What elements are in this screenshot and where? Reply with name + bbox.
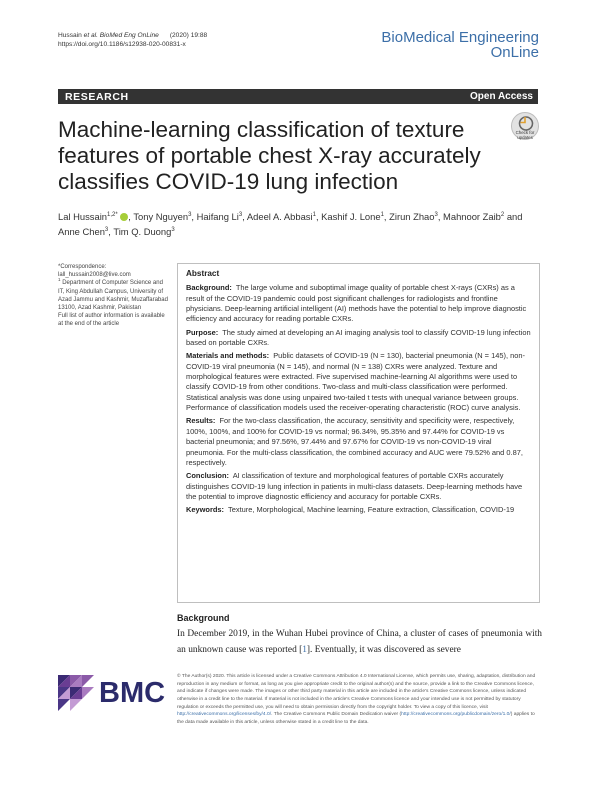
background-text-start: In December 2019, in the Wuhan Hubei province of China, a cluster of cases of pneumonia with an unknown cause was reported [ xyxy=(177,629,542,655)
author-name: Zirun Zhao xyxy=(389,211,435,222)
bmc-logo-triangle xyxy=(82,687,94,699)
keywords-label: Keywords: xyxy=(186,505,225,515)
check-for-updates-badge[interactable] xyxy=(511,112,539,140)
abstract-heading: Abstract xyxy=(186,269,220,278)
author-list: Lal Hussain$^{1,2*}$ , Tony Nguyen$^3$, Haifang Li$^3$, Adeel A. Abbasi$^1$, Kashif J. Lone$^1$, Zirun Zhao$^3$, Mahnoor Zaib$^2$ and Anne Chen$^3$, Tim Q. Duong$^3$ xyxy=(58,211,523,237)
author-affiliation-sup: 3 xyxy=(238,212,243,218)
author-affiliation-sup: 2 xyxy=(500,212,505,218)
author-affiliation-sup: 3 xyxy=(104,227,109,233)
abstract-results-label: Results: xyxy=(186,416,216,426)
article-title: Machine-learning classification of texture features of portable chest X-ray accurately classifies COVID-19 lung infection xyxy=(58,117,481,194)
open-access-label: Open Access xyxy=(470,91,533,102)
abstract-background-text: The large volume and suboptimal image quality of portable chest X-rays (CXRs) as a result of the COVID-19 pandemic could post significant challenges for radiologists and frontline physicians. Deep-learning artificial intelligent (AI) methods have the potential to help improve diagnostic efficiency and accuracy for reading portable CXRs. xyxy=(186,283,527,324)
journal-name-line2: OnLine xyxy=(490,44,539,61)
check-badge-line2: updates xyxy=(517,134,533,140)
author-affiliation-sup: 3 xyxy=(434,212,438,218)
license-link-cc-zero[interactable]: http://creativecommons.org/publicdomain/zero/1.0/ xyxy=(401,712,511,718)
correspondence-email[interactable]: lall_hussain2008@live.com xyxy=(58,272,131,279)
citation-year: (2020) 19:88 xyxy=(169,32,208,39)
abstract-conclusion-text: AI classification of texture and morphological features of portable CXRs accurately distinguishes COVID-19 lung infection in patients in multi-class datasets. Deep-learning methods have the potential to improve diagnostic efficiency and accuracy for portable CXRs. xyxy=(186,471,523,501)
journal-name-line1: BioMedical Engineering xyxy=(381,29,539,46)
citation-header xyxy=(58,31,207,49)
check-badge-line1: Check for xyxy=(515,130,535,135)
abstract-methods-text: Public datasets of COVID-19 (N = 130), bacterial pneumonia (N = 145), non-COVID-19 viral pneumonia (N = 145), and normal (N = 138) CXRs were analyzed. Texture and morphological features were extracted. Five supervised machine-learning AI algorithms were used to classify COVID-19 from other conditions. Two-class and multi-class classification were performed. Statistical analysis was done using unpaired two-tailed t tests with unequal variance between groups. Performance of classification models used the receiver-operating characteristic (ROC) curve analysis. xyxy=(186,351,525,413)
abstract-box xyxy=(177,263,540,603)
abstract-conclusion xyxy=(186,471,531,502)
bmc-logo-triangle xyxy=(70,699,82,711)
background-paragraph xyxy=(177,627,542,658)
background-text-end: ]. Eventually, it was discovered as severe xyxy=(306,644,461,655)
author-affiliation-sup: 3 xyxy=(171,227,175,233)
abstract-background-label: Background: xyxy=(186,283,232,293)
citation-line xyxy=(58,31,207,40)
author-name: Tim Q. Duong xyxy=(113,226,172,237)
affiliation-sup: 1 xyxy=(58,277,61,283)
abstract-results-text: For the two-class classification, the accuracy, sensitivity and specificity were, respectively, 100%, 100%, and 100% for COVID-19 vs normal; 96.34%, 95.35% and 97.44% for COVID-19 vs bacterial pneumonia; and 97.56%, 97.44% and 97.67% for COVID-19 vs non-COVID-19 viral pneumonia. For the multi-class classification, the combined accuracy and AUC were 79.52% and 0.87, respectively. xyxy=(186,416,523,467)
article-type-banner xyxy=(58,89,538,104)
citation-authors: Hussain xyxy=(58,32,84,39)
abstract-keywords xyxy=(186,505,531,515)
license-text xyxy=(177,673,542,727)
reference-link[interactable]: 1 xyxy=(302,644,307,655)
author-name: Lal Hussain xyxy=(58,211,107,222)
abstract-purpose-label: Purpose: xyxy=(186,327,219,337)
author-affiliation-sup: 3 xyxy=(188,212,192,218)
article-type-label: RESEARCH xyxy=(65,91,129,103)
abstract-results xyxy=(186,416,531,468)
affiliation-text: Department of Computer Science and IT, King Abdullah Campus, University of Azad Jammu and Kashmir, Muzaffarabad 13100, Azad Kashmir, Pakistan xyxy=(58,280,168,312)
bmc-logo-triangle xyxy=(58,699,70,711)
full-author-info-note: Full list of author information is available at the end of the article xyxy=(58,313,165,328)
author-name: Kashif J. Lone xyxy=(321,211,381,222)
author-name: Anne Chen xyxy=(58,226,105,237)
author-name: Adeel A. Abbasi xyxy=(246,211,313,222)
correspondence-sidebar xyxy=(58,263,168,329)
abstract-methods xyxy=(186,351,531,413)
abstract-methods-label: Materials and methods: xyxy=(186,351,270,361)
orcid-icon[interactable] xyxy=(120,213,128,221)
author-name: Tony Nguyen xyxy=(133,211,189,222)
background-heading: Background xyxy=(177,613,230,623)
license-prefix: © The Author(s) 2020. This article is licensed under a Creative Commons Attribution 4.0 International License, which permits use, sharing, adaptation, distribution and reproduction in any medium or format, as long as you give appropriate credit to the original author(s) and the source, provide a link to the Creative Commons licence, and indicate if changes were made. The images or other third party material in this article are included in the article's Creative Commons licence, unless indicated otherwise in a credit line to the material. If material is not included in the article's Creative Commons licence and your intended use is not permitted by statutory regulation or exceeds the permitted use, you will need to obtain permission directly from the copyright holder. To view a copy of this licence, visit xyxy=(177,674,536,710)
bmc-logo xyxy=(58,667,174,714)
license-link-cc-by[interactable]: http://creativecommons.org/licenses/by/4.0/ xyxy=(177,712,272,718)
abstract-background xyxy=(186,283,531,324)
doi-link[interactable]: https://doi.org/10.1186/s12938-020-00831-x xyxy=(58,41,186,48)
bmc-logo-text: BMC xyxy=(99,677,166,709)
affiliation xyxy=(58,279,168,312)
license-suffix: ) applies to the data made available in this article, unless otherwise stated in a credit line to the data. xyxy=(177,712,535,725)
author-affiliation-sup: 1 xyxy=(312,212,316,218)
license-middle: . The Creative Commons Public Domain Dedication waiver ( xyxy=(271,712,402,718)
abstract-conclusion-label: Conclusion: xyxy=(186,471,229,481)
author-name: Mahnoor Zaib xyxy=(443,211,501,222)
abstract-purpose xyxy=(186,328,531,349)
bmc-logo-triangle xyxy=(82,675,94,687)
citation-journal: et al. BioMed Eng OnLine xyxy=(83,32,159,39)
abstract-purpose-text: The study aimed at developing an AI imaging analysis tool to classify COVID-19 lung infection based on portable CXRs. xyxy=(186,327,531,348)
correspondence-label: *Correspondence: xyxy=(58,264,107,270)
author-name: Haifang Li xyxy=(196,211,239,222)
keywords-text: Texture, Morphological, Machine learning, Feature extraction, Classification, COVID-19 xyxy=(228,505,515,515)
journal-name xyxy=(381,30,539,60)
author-affiliation-sup: 1,2* xyxy=(107,212,118,218)
author-affiliation-sup: 1 xyxy=(380,212,384,218)
